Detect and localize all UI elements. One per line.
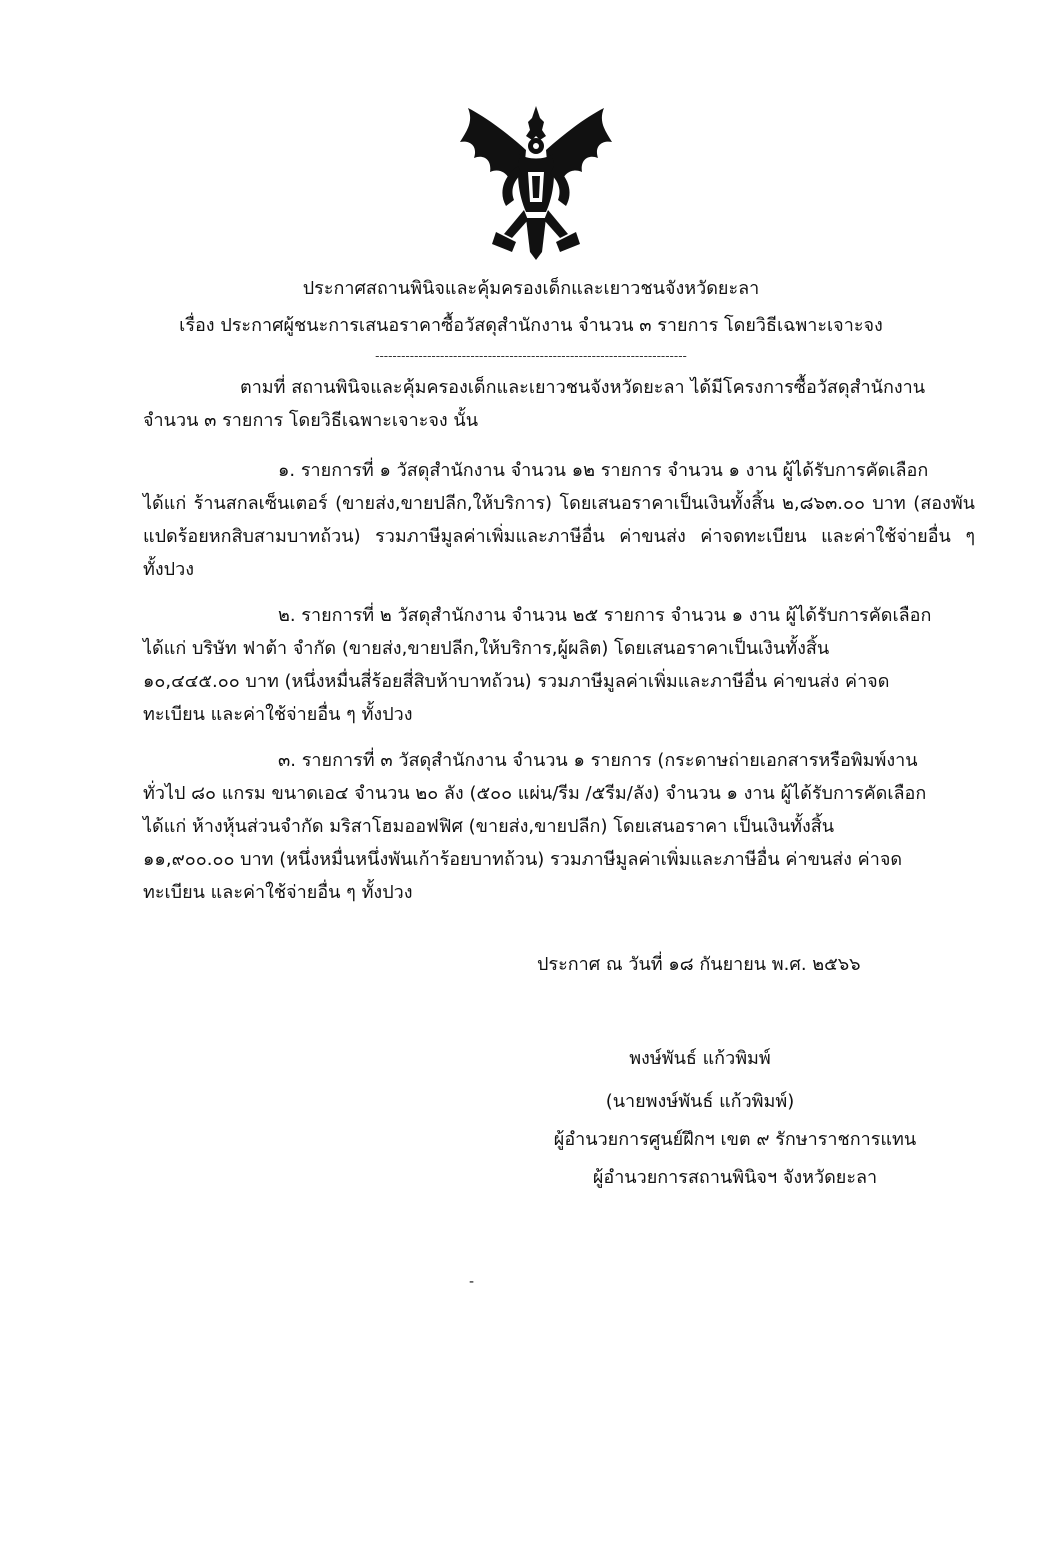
item-3-line-1: ๓. รายการที่ ๓ วัสดุสำนักงาน จำนวน ๑ รายการ (กระดาษถ่ายเอกสารหรือพิมพ์งาน [278,750,918,771]
intro-line-2: จำนวน ๓ รายการ โดยวิธีเฉพาะเจาะจง นั้น [143,410,479,431]
item-1-line-4: ทั้งปวง [143,559,194,580]
garuda-emblem-icon [456,102,616,262]
footer-dash: - [469,1274,475,1290]
announcement-date: ประกาศ ณ วันที่ ๑๘ กันยายน พ.ศ. ๒๕๖๖ [537,954,861,975]
item-2-line-3: ๑๐,๔๔๕.๐๐ บาท (หนึ่งหมื่นสี่ร้อยสี่สิบห้าบาทถ้วน) รวมภาษีมูลค่าเพิ่มและภาษีอื่น ค่าขนส่ง ค่าจด [143,671,890,692]
item-3-line-4: ๑๑,๙๐๐.๐๐ บาท (หนึ่งหมื่นหนึ่งพันเก้าร้อยบาทถ้วน) รวมภาษีมูลค่าเพิ่มและภาษีอื่น ค่าขนส่ง ค่าจด [143,849,903,870]
signed-name: พงษ์พันธ์ แก้วพิมพ์ [629,1048,771,1069]
page-title: ประกาศสถานพินิจและคุ้มครองเด็กและเยาวชนจังหวัดยะลา [302,278,760,299]
item-1-line-2: ได้แก่ ร้านสกลเซ็นเตอร์ (ขายส่ง,ขายปลีก,ให้บริการ) โดยเสนอราคาเป็นเงินทั้งสิ้น ๒,๘๖๓.๐๐ บาท (สองพัน [143,493,975,514]
item-2-line-1: ๒. รายการที่ ๒ วัสดุสำนักงาน จำนวน ๒๕ รายการ จำนวน ๑ งาน ผู้ได้รับการคัดเลือก [278,605,932,626]
signatory-position-2: ผู้อำนวยการสถานพินิจฯ จังหวัดยะลา [592,1167,878,1188]
item-1-line-1: ๑. รายการที่ ๑ วัสดุสำนักงาน จำนวน ๑๒ รายการ จำนวน ๑ งาน ผู้ได้รับการคัดเลือก [278,460,929,481]
item-2-line-2: ได้แก่ บริษัท ฟาต้า จำกัด (ขายส่ง,ขายปลีก,ให้บริการ,ผู้ผลิต) โดยเสนอราคาเป็นเงินทั้งสิ้น [143,638,830,659]
signatory-full-name: (นายพงษ์พันธ์ แก้วพิมพ์) [605,1091,795,1112]
signatory-position-1: ผู้อำนวยการศูนย์ฝึกฯ เขต ๙ รักษาราชการแทน [553,1129,917,1150]
subject-line: เรื่อง ประกาศผู้ชนะการเสนอราคาซื้อวัสดุสำนักงาน จำนวน ๓ รายการ โดยวิธีเฉพาะเจาะจง [179,315,883,336]
item-3-line-2: ทั่วไป ๘๐ แกรม ขนาดเอ๔ จำนวน ๒๐ ลัง (๕๐๐ แผ่น/รีม /๕รีม/ลัง) จำนวน ๑ งาน ผู้ได้รับการคัดเลือก [143,783,927,804]
intro-line-1: ตามที่ สถานพินิจและคุ้มครองเด็กและเยาวชนจังหวัดยะลา ได้มีโครงการซื้อวัสดุสำนักงาน [240,377,926,398]
item-1-line-3: แปดร้อยหกสิบสามบาทถ้วน) รวมภาษีมูลค่าเพิ่มและภาษีอื่น ค่าขนส่ง ค่าจดทะเบียน และค่าใช้จ่ายอื่น ๆ [143,526,975,547]
item-2-line-4: ทะเบียน และค่าใช้จ่ายอื่น ๆ ทั้งปวง [143,704,413,725]
item-3-line-5: ทะเบียน และค่าใช้จ่ายอื่น ๆ ทั้งปวง [143,882,413,903]
title-separator: ------------------------------------------------------------------------ [375,349,687,363]
item-3-line-3: ได้แก่ ห้างหุ้นส่วนจำกัด มริสาโฮมออฟฟิศ (ขายส่ง,ขายปลีก) โดยเสนอราคา เป็นเงินทั้งสิ้น [143,816,835,837]
